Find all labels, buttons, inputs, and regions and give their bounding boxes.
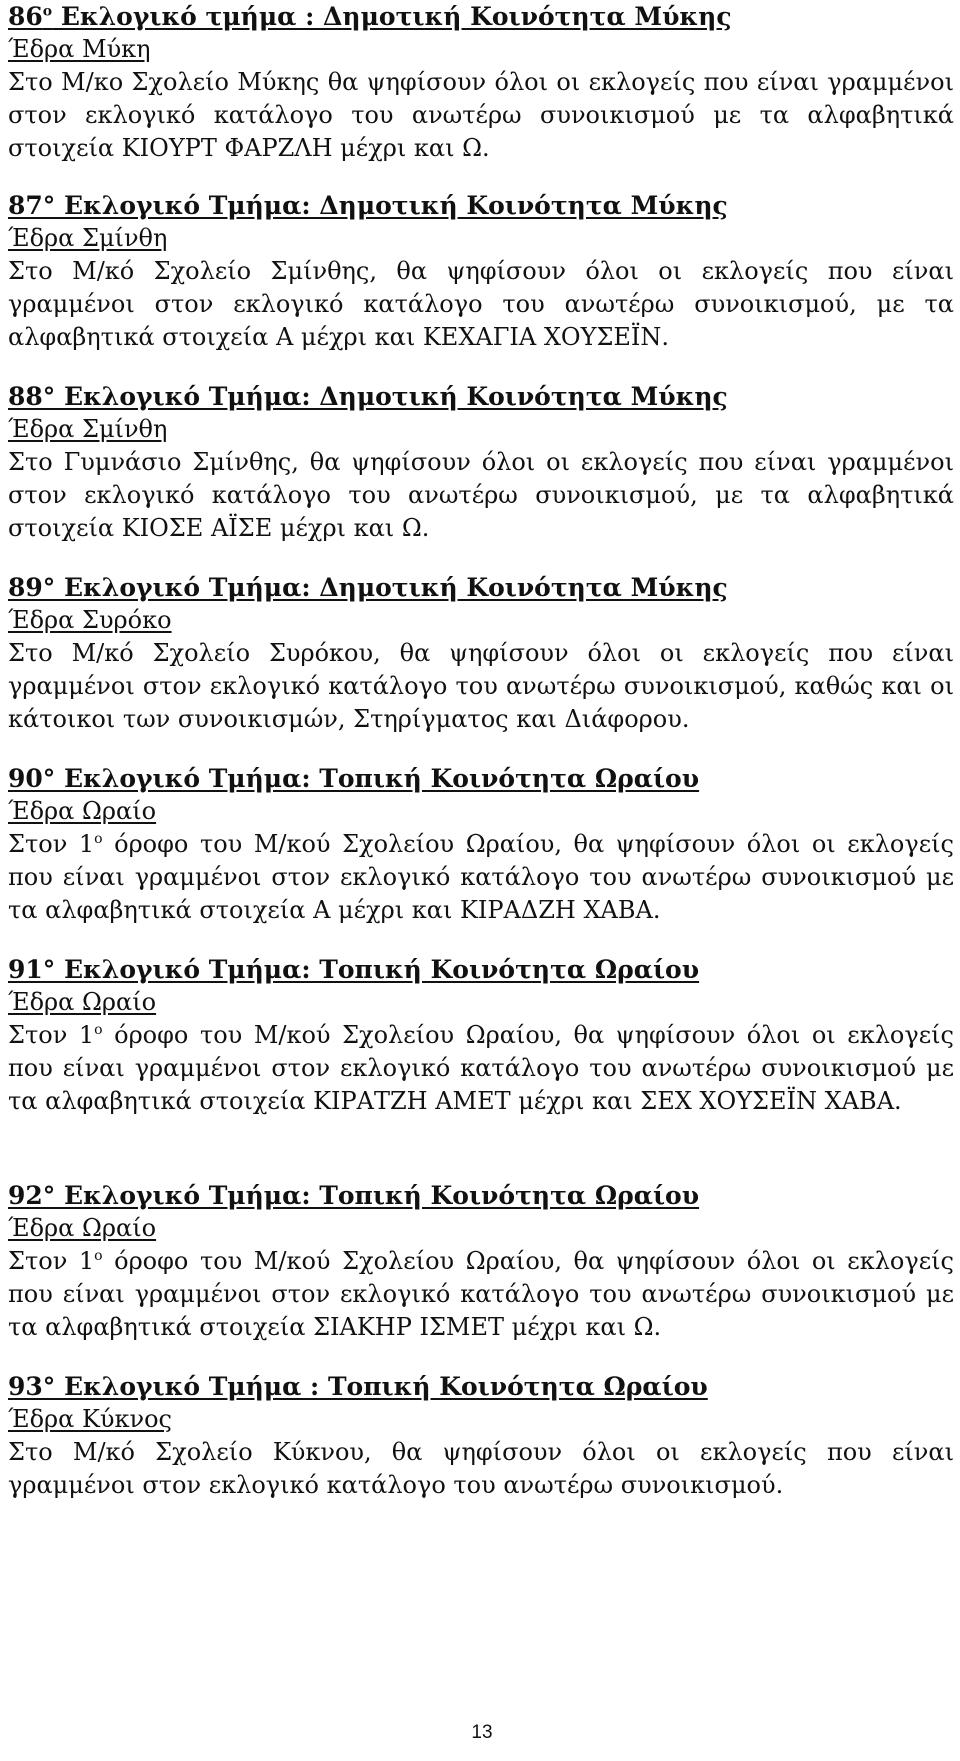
section-text: Στο Μ/κό Σχολείο Συρόκου, θα ψηφίσουν όλοι οι εκλογείς που είναι γραμμένοι στον εκλογικό κατάλογο του ανωτέρω συνοικισμού, καθώς και οι κάτοικοι των συνοικισμών, Στηρίγματος και Διάφορου. — [8, 639, 954, 733]
section-87 — [8, 189, 954, 354]
text-part: Στον 1 — [8, 1247, 95, 1275]
section-heading: 91° Εκλογικό Τμήμα: Τοπική Κοινότητα Ωραίου — [8, 955, 700, 984]
section-86 — [8, 0, 954, 165]
section-seat: Έδρα Σμίνθη — [8, 224, 168, 252]
section-title: Εκλογικό τμήμα : Δημοτική Κοινότητα Μύκης — [52, 2, 732, 31]
section-seat: Έδρα Ωραίο — [8, 797, 157, 825]
ordinal-marker: ο — [42, 3, 53, 20]
text-part: όροφο του Μ/κού Σχολείου Ωραίου, θα ψηφίσουν όλοι οι εκλογείς που είναι γραμμένοι στον εκλογικό κατάλογο του ανωτέρω συνοικισμού με τα αλφαβητικά στοιχεία ΣΙΑΚΗΡ ΙΣΜΕΤ μέχρι και Ω. — [8, 1247, 954, 1341]
section-text: Στο Μ/κο Σχολείο Μύκης θα ψηφίσουν όλοι οι εκλογείς που είναι γραμμένοι στον εκλογικό κατάλογο του ανωτέρω συνοικισμού με τα αλφαβητικά στοιχεία ΚΙΟΥΡΤ ΦΑΡΖΛΗ μέχρι και Ω. — [8, 68, 954, 162]
text-part: Στον 1 — [8, 830, 95, 858]
ordinal-marker: ο — [94, 831, 103, 847]
section-seat: Έδρα Ωραίο — [8, 988, 157, 1016]
section-text — [8, 828, 954, 927]
section-89 — [8, 571, 954, 736]
section-90 — [8, 762, 954, 927]
section-91 — [8, 953, 954, 1118]
ordinal-marker: ο — [94, 1248, 103, 1264]
section-seat: Έδρα Κύκνος — [8, 1405, 172, 1433]
text-part: όροφο του Μ/κού Σχολείου Ωραίου, θα ψηφίσουν όλοι οι εκλογείς που είναι γραμμένοι στον εκλογικό κατάλογο του ανωτέρω συνοικισμού με τα αλφαβητικά στοιχεία ΚΙΡΑΤΖΗ ΑΜΕΤ μέχρι και ΣΕΧ ΧΟΥΣΕΪΝ ΧΑΒΑ. — [8, 1021, 954, 1115]
section-heading: 88° Εκλογικό Τμήμα: Δημοτική Κοινότητα Μύκης — [8, 382, 728, 411]
section-heading: 87° Εκλογικό Τμήμα: Δημοτική Κοινότητα Μύκης — [8, 191, 728, 220]
section-seat: Έδρα Συρόκο — [8, 606, 172, 634]
section-heading: 93° Εκλογικό Τμήμα : Τοπική Κοινότητα Ωραίου — [8, 1372, 708, 1401]
section-88 — [8, 380, 954, 545]
section-text — [8, 1245, 954, 1344]
section-heading: 89° Εκλογικό Τμήμα: Δημοτική Κοινότητα Μύκης — [8, 573, 728, 602]
section-text: Στο Μ/κό Σχολείο Κύκνου, θα ψηφίσουν όλοι οι εκλογείς που είναι γραμμένοι στον εκλογικό κατάλογο του ανωτέρω συνοικισμού. — [8, 1438, 954, 1499]
section-92 — [8, 1179, 954, 1344]
page-number: 13 — [471, 1722, 493, 1743]
ordinal-marker: ο — [94, 1022, 103, 1038]
section-heading: 92° Εκλογικό Τμήμα: Τοπική Κοινότητα Ωραίου — [8, 1181, 700, 1210]
section-heading — [8, 0, 954, 33]
section-number: 86 — [8, 2, 43, 31]
section-seat: Έδρα Ωραίο — [8, 1214, 157, 1242]
section-text: Στο Μ/κό Σχολείο Σμίνθης, θα ψηφίσουν όλοι οι εκλογείς που είναι γραμμένοι στον εκλογικό κατάλογο του ανωτέρω συνοικισμού, με τα αλφαβητικά στοιχεία Α μέχρι και ΚΕΧΑΓΙΑ ΧΟΥΣΕΪΝ. — [8, 257, 954, 351]
section-93 — [8, 1370, 954, 1502]
section-seat: Έδρα Σμίνθη — [8, 415, 168, 443]
section-text: Στο Γυμνάσιο Σμίνθης, θα ψηφίσουν όλοι οι εκλογείς που είναι γραμμένοι στον εκλογικό κατάλογο του ανωτέρω συνοικισμού, με τα αλφαβητικά στοιχεία ΚΙΟΣΕ ΑΪΣΕ μέχρι και Ω. — [8, 448, 954, 542]
section-text — [8, 1019, 954, 1118]
section-heading: 90° Εκλογικό Τμήμα: Τοπική Κοινότητα Ωραίου — [8, 764, 700, 793]
text-part: όροφο του Μ/κού Σχολείου Ωραίου, θα ψηφίσουν όλοι οι εκλογείς που είναι γραμμένοι στον εκλογικό κατάλογο του ανωτέρω συνοικισμού με τα αλφαβητικά στοιχεία Α μέχρι και ΚΙΡΑΔΖΗ ΧΑΒΑ. — [8, 830, 954, 924]
section-seat: Έδρα Μύκη — [8, 35, 151, 63]
text-part: Στον 1 — [8, 1021, 95, 1049]
